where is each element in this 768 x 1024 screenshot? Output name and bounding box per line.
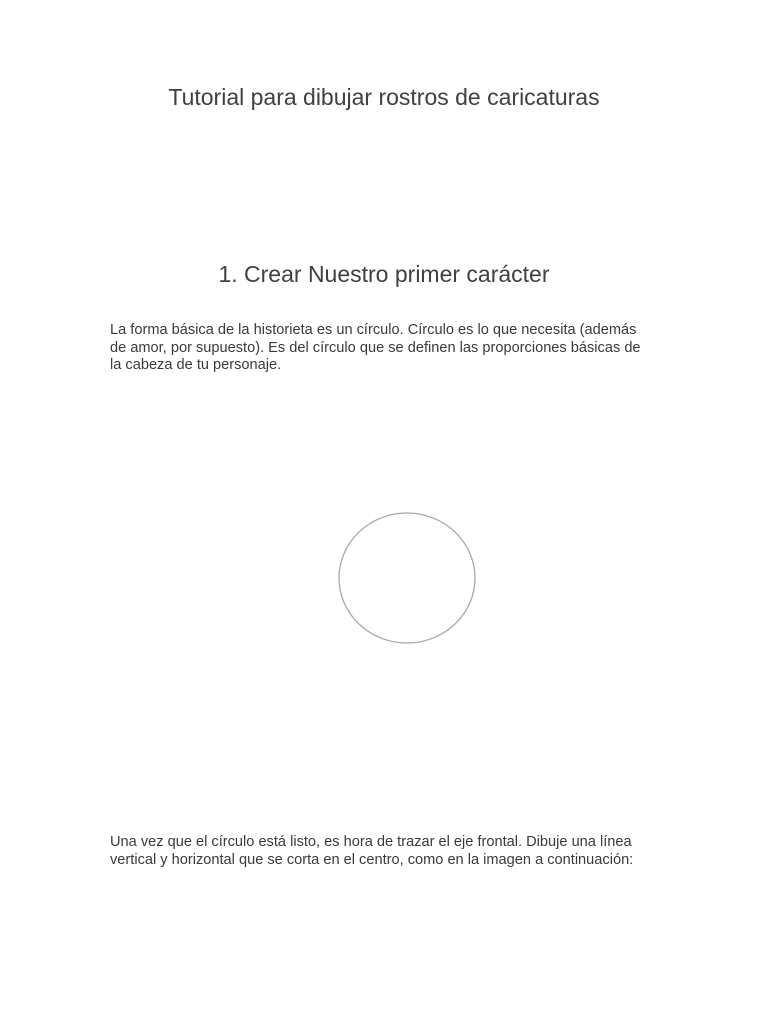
document-title: Tutorial para dibujar rostros de caricaturas	[168, 84, 600, 110]
circle-shape	[339, 513, 475, 643]
axis-paragraph: Una vez que el círculo está listo, es hora de trazar el eje frontal. Dibuje una línea vertical y horizontal que se corta en el centro, como en la imagen a continuación:	[110, 834, 634, 868]
intro-paragraph: La forma básica de la historieta es un círculo. Círculo es lo que necesita (además de amor, por supuesto). Es del círculo que se definen las proporciones básicas de la cabeza de tu personaje.	[110, 322, 641, 373]
section-heading: 1. Crear Nuestro primer carácter	[218, 261, 550, 287]
circle-illustration	[333, 508, 483, 650]
